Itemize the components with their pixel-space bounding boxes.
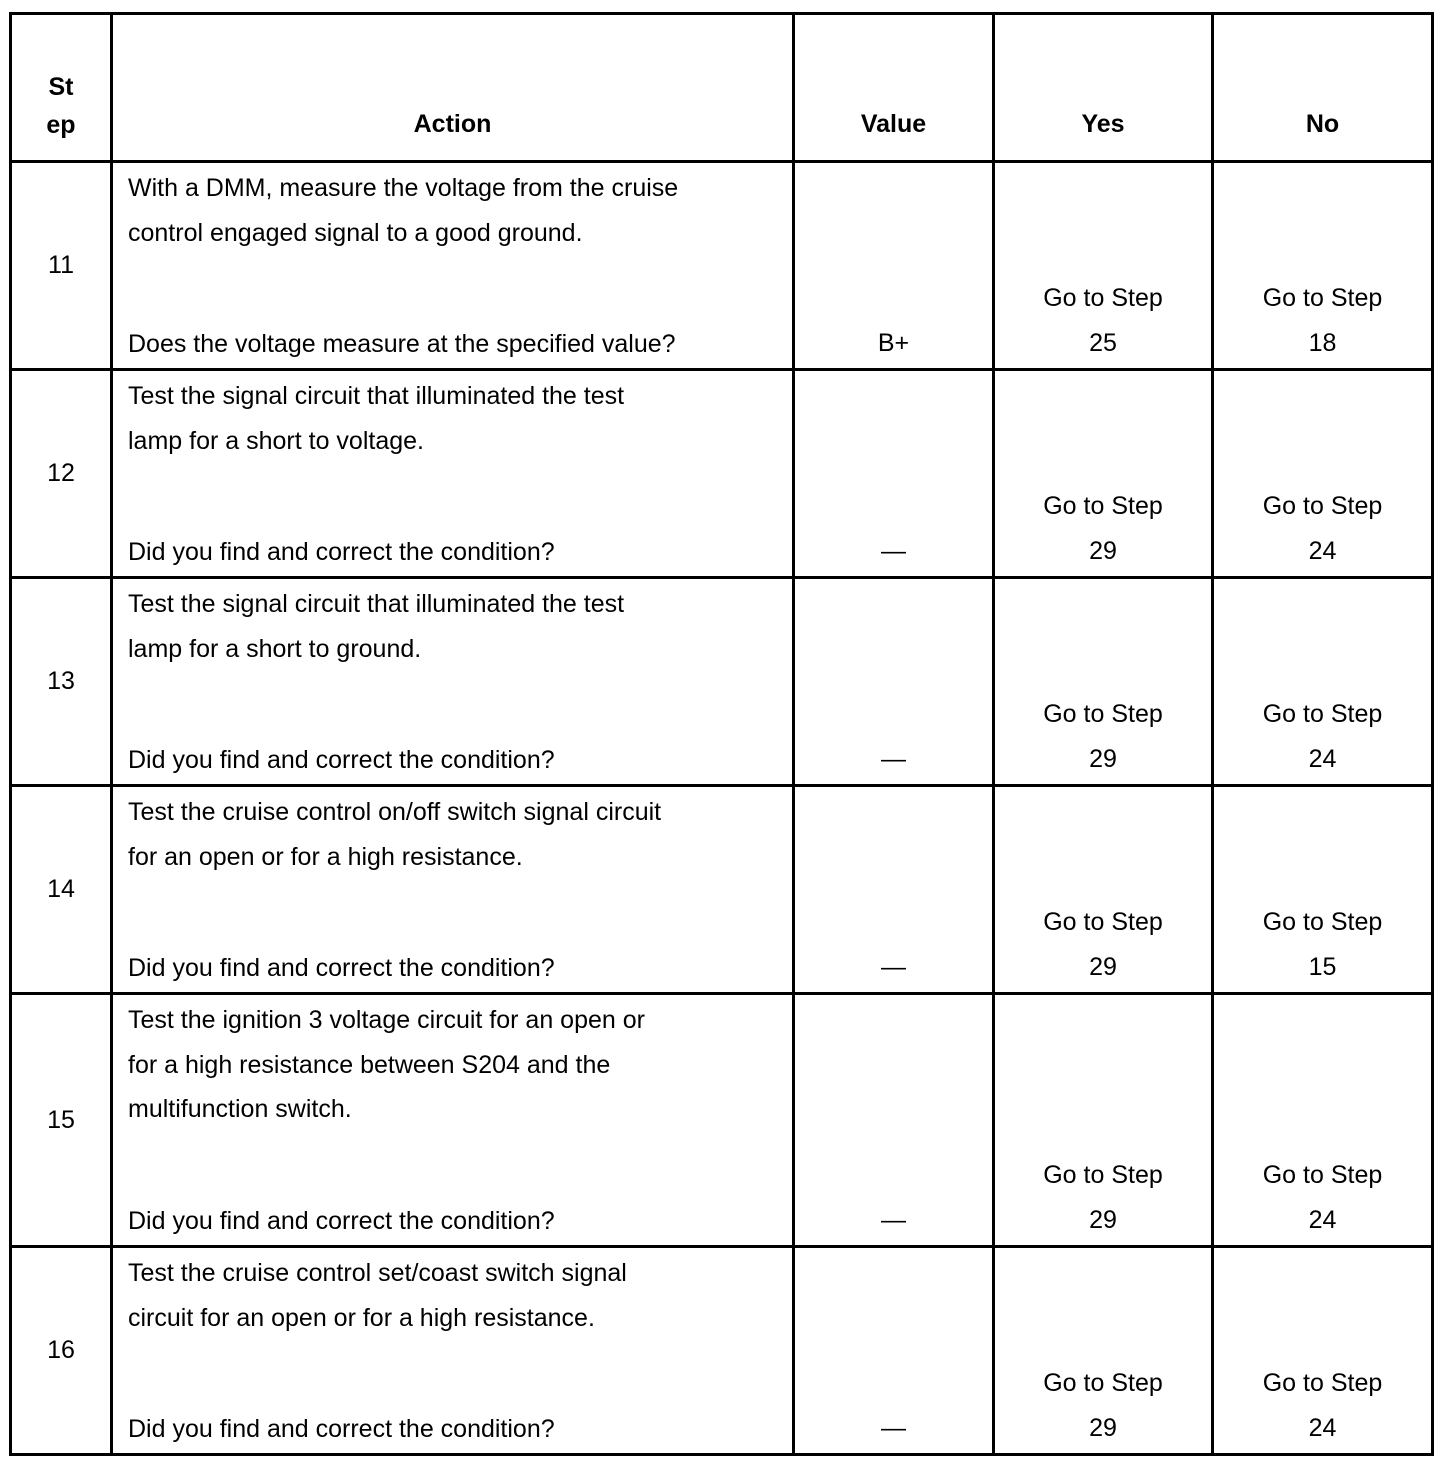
no-outcome-cell [1213, 370, 1433, 578]
action-cell [112, 162, 794, 370]
action-instructions [128, 582, 792, 671]
step-header-line1: St [48, 73, 74, 101]
yes-goto-step-number: 29 [1089, 952, 1117, 981]
action-line: Test the signal circuit that illuminated the test [128, 382, 625, 410]
no-outcome-cell [1213, 994, 1433, 1247]
no-goto-label: Go to Step [1262, 1161, 1383, 1189]
no-goto-step-number: 24 [1308, 1205, 1337, 1234]
header-row [11, 14, 1433, 162]
value-cell: — [794, 370, 994, 578]
yes-outcome-cell [994, 578, 1213, 786]
no-outcome-cell [1213, 786, 1433, 994]
yes-outcome-cell [994, 994, 1213, 1247]
action-line: With a DMM, measure the voltage from the cruise [128, 174, 679, 202]
action-cell [112, 578, 794, 786]
no-outcome-cell [1213, 578, 1433, 786]
action-instructions [128, 166, 792, 255]
action-line: circuit for an open or for a high resistance. [128, 1303, 595, 1332]
no-goto-step-number: 18 [1308, 328, 1337, 357]
yes-goto-label: Go to Step [1043, 908, 1163, 936]
value-cell: — [794, 786, 994, 994]
value-cell: — [794, 994, 994, 1247]
yes-goto-step-number: 29 [1089, 536, 1117, 565]
action-line: multifunction switch. [128, 1095, 352, 1123]
action-line: lamp for a short to ground. [128, 634, 422, 663]
step-number-cell: 16 [11, 1247, 112, 1455]
action-line: for a high resistance between S204 and the [128, 1050, 611, 1079]
no-goto-step-number: 24 [1308, 1413, 1337, 1442]
action-line: lamp for a short to voltage. [128, 426, 424, 455]
yes-outcome-cell [994, 1247, 1213, 1455]
yes-goto-label: Go to Step [1043, 1161, 1163, 1189]
action-cell [112, 786, 794, 994]
value-cell: B+ [794, 162, 994, 370]
yes-goto-label: Go to Step [1043, 492, 1163, 520]
action-cell [112, 994, 794, 1247]
no-goto-label: Go to Step [1262, 1369, 1383, 1397]
table-row [11, 162, 1433, 370]
action-line: Test the signal circuit that illuminated the test [128, 590, 625, 618]
no-column-header: No [1213, 14, 1433, 162]
action-question: Did you find and correct the condition? [128, 1206, 555, 1235]
yes-outcome-cell [994, 370, 1213, 578]
yes-goto-label: Go to Step [1043, 284, 1163, 312]
table-row [11, 994, 1433, 1247]
yes-goto-step-number: 29 [1089, 1205, 1117, 1234]
action-question: Did you find and correct the condition? [128, 953, 555, 982]
yes-column-header: Yes [994, 14, 1213, 162]
action-question: Does the voltage measure at the specified value? [128, 329, 676, 358]
no-goto-step-number: 24 [1308, 536, 1337, 565]
action-column-header: Action [112, 14, 794, 162]
step-number-cell: 11 [11, 162, 112, 370]
yes-goto-step-number: 29 [1089, 744, 1117, 773]
step-number-cell: 12 [11, 370, 112, 578]
table-row [11, 786, 1433, 994]
no-goto-step-number: 24 [1308, 744, 1337, 773]
no-goto-label: Go to Step [1262, 700, 1383, 728]
action-cell [112, 370, 794, 578]
no-goto-label: Go to Step [1262, 284, 1383, 312]
no-goto-label: Go to Step [1262, 908, 1383, 936]
yes-goto-label: Go to Step [1043, 700, 1163, 728]
action-instructions [128, 790, 792, 879]
action-line: for an open or for a high resistance. [128, 842, 523, 871]
step-header-line2: ep [46, 111, 76, 139]
action-question: Did you find and correct the condition? [128, 537, 555, 566]
step-column-header [11, 14, 112, 162]
no-outcome-cell [1213, 162, 1433, 370]
action-line: Test the ignition 3 voltage circuit for an open or [128, 1006, 645, 1034]
diagnostic-step-table [9, 12, 1434, 1456]
action-line: control engaged signal to a good ground. [128, 218, 583, 247]
yes-goto-label: Go to Step [1043, 1369, 1163, 1397]
action-instructions [128, 998, 792, 1132]
action-line: Test the cruise control set/coast switch signal [128, 1259, 627, 1287]
action-cell [112, 1247, 794, 1455]
step-number-cell: 15 [11, 994, 112, 1247]
step-number-cell: 14 [11, 786, 112, 994]
table-row [11, 578, 1433, 786]
value-cell: — [794, 578, 994, 786]
action-instructions [128, 374, 792, 463]
no-goto-step-number: 15 [1308, 952, 1337, 981]
action-instructions [128, 1251, 792, 1340]
value-cell: — [794, 1247, 994, 1455]
action-question: Did you find and correct the condition? [128, 1414, 555, 1443]
yes-goto-step-number: 29 [1089, 1413, 1117, 1442]
yes-goto-step-number: 25 [1089, 328, 1117, 357]
action-line: Test the cruise control on/off switch signal circuit [128, 798, 662, 826]
table-row [11, 1247, 1433, 1455]
value-column-header: Value [794, 14, 994, 162]
yes-outcome-cell [994, 162, 1213, 370]
no-goto-label: Go to Step [1262, 492, 1383, 520]
yes-outcome-cell [994, 786, 1213, 994]
action-question: Did you find and correct the condition? [128, 745, 555, 774]
no-outcome-cell [1213, 1247, 1433, 1455]
step-number-cell: 13 [11, 578, 112, 786]
table-row [11, 370, 1433, 578]
